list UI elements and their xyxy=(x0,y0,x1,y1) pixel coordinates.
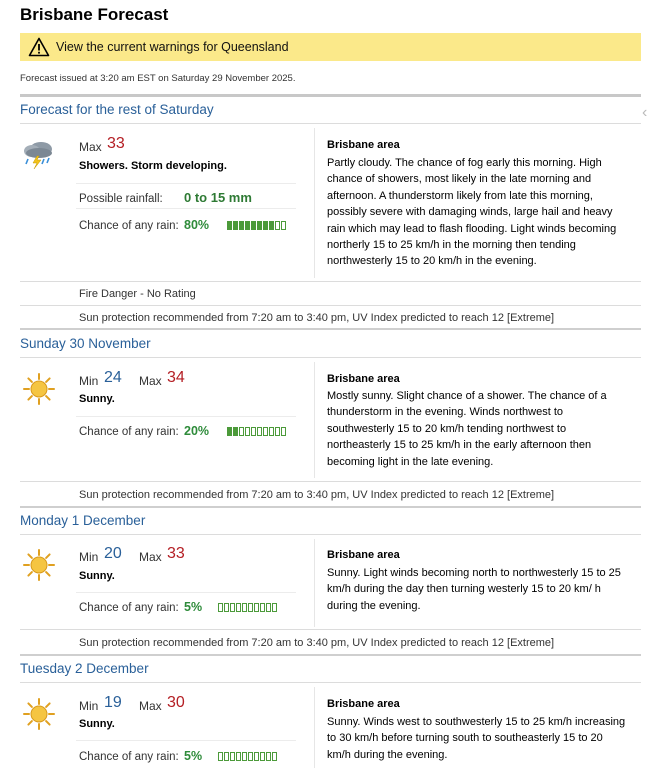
rain-chance-segment xyxy=(224,603,229,612)
divider xyxy=(20,94,641,97)
divider xyxy=(20,629,641,630)
rain-chance-segment xyxy=(233,221,238,230)
divider xyxy=(20,534,641,535)
max-temperature: 34 xyxy=(167,369,185,386)
rain-chance-segment xyxy=(233,427,238,436)
precis: Sunny. xyxy=(79,718,115,730)
page-title: Brisbane Forecast xyxy=(20,5,169,24)
area-title: Brisbane area xyxy=(327,698,400,710)
forecast-text: Sunny. Light winds becoming north to northwesterly 15 to 25 km/h during the day then turning westerly 15 to 20 km/ h during the evening. xyxy=(327,567,621,612)
rain-chance-segment xyxy=(260,752,265,761)
divider xyxy=(76,208,296,209)
area-title: Brisbane area xyxy=(327,139,400,151)
rain-chance-label: Chance of any rain: xyxy=(79,220,179,232)
max-temperature: 33 xyxy=(167,545,185,562)
max-label: Max xyxy=(139,550,162,564)
min-label: Min xyxy=(79,550,99,564)
rain-chance-label: Chance of any rain: xyxy=(79,602,179,614)
day-heading: Forecast for the rest of Saturday xyxy=(20,102,214,117)
forecast-text: Partly cloudy. The chance of fog early this morning. High chance of showers, most likely in the late morning and afternoon. A thunderstorm likely from late this morning, possibly severe with damaging winds, large hail and heavy rain which may lead to flash flooding. Light winds becoming northerly 15 to 25 km/h in the morning then tending northwesterly 15 to 20 km/h in the evening. xyxy=(327,157,617,268)
rain-chance-segment xyxy=(239,221,244,230)
divider xyxy=(20,305,641,306)
rain-chance-segment xyxy=(218,603,223,612)
rain-chance-meter xyxy=(227,221,286,230)
divider xyxy=(76,740,296,741)
rain-chance-segment xyxy=(227,427,232,436)
rain-chance-segment xyxy=(248,603,253,612)
warnings-link[interactable] xyxy=(20,33,641,61)
divider xyxy=(76,592,296,593)
min-label: Min xyxy=(79,699,99,713)
rain-chance-segment xyxy=(254,752,259,761)
max-temperature: 33 xyxy=(107,135,125,152)
column-divider xyxy=(314,687,315,768)
rainfall-amount: 0 to 15 mm xyxy=(184,190,252,205)
max-temperature: 30 xyxy=(167,694,185,711)
rain-chance: 5% xyxy=(184,749,203,763)
rain-chance-segment xyxy=(248,752,253,761)
rain-chance: 80% xyxy=(184,218,210,232)
rain-chance-segment xyxy=(257,427,262,436)
rain-chance-meter xyxy=(218,603,277,612)
rain-chance-segment xyxy=(218,752,223,761)
warning-triangle-icon xyxy=(28,37,50,57)
rain-chance-segment xyxy=(242,752,247,761)
rain-chance-meter xyxy=(227,427,286,436)
rain-chance-segment xyxy=(260,603,265,612)
divider xyxy=(20,328,641,330)
forecast-text: Mostly sunny. Slight chance of a shower. The chance of a thunderstorm in the evening. Winds northwest to southwesterly 15 to 20 km/h tending northwest to northeasterly 15 to 25 km/h in the early afternoon then becoming light in the late evening. xyxy=(327,390,607,468)
precis: Sunny. xyxy=(79,393,115,405)
max-label: Max xyxy=(139,699,162,713)
min-temperature: 20 xyxy=(104,545,122,562)
chevron-left-icon[interactable]: ‹ xyxy=(642,104,648,121)
divider xyxy=(20,682,641,683)
sun-protection: Sun protection recommended from 7:20 am to 3:40 pm, UV Index predicted to reach 12 [Extreme] xyxy=(79,312,555,324)
rain-chance-label: Chance of any rain: xyxy=(79,751,179,763)
rain-chance-segment xyxy=(281,221,286,230)
storm-icon xyxy=(22,138,56,172)
divider xyxy=(20,281,641,282)
rain-chance-segment xyxy=(263,427,268,436)
rain-chance: 20% xyxy=(184,424,210,438)
divider xyxy=(20,481,641,482)
area-title: Brisbane area xyxy=(327,549,400,561)
column-divider xyxy=(314,128,315,278)
rain-chance-segment xyxy=(242,603,247,612)
forecast-issued-time: Forecast issued at 3:20 am EST on Saturday 29 November 2025. xyxy=(20,73,296,84)
rain-chance-segment xyxy=(269,427,274,436)
rain-chance: 5% xyxy=(184,600,203,614)
rainfall-label: Possible rainfall: xyxy=(79,193,163,205)
rain-chance-segment xyxy=(272,752,277,761)
rain-chance-segment xyxy=(236,603,241,612)
sun-protection: Sun protection recommended from 7:20 am to 3:40 pm, UV Index predicted to reach 12 [Extreme] xyxy=(79,637,555,649)
rain-chance-segment xyxy=(257,221,262,230)
divider xyxy=(20,654,641,656)
rain-chance-segment xyxy=(254,603,259,612)
day-heading: Tuesday 2 December xyxy=(20,661,149,676)
min-temperature: 19 xyxy=(104,694,122,711)
rain-chance-meter xyxy=(218,752,277,761)
divider xyxy=(20,506,641,508)
precis: Sunny. xyxy=(79,570,115,582)
max-label: Max xyxy=(139,374,162,388)
divider xyxy=(76,416,296,417)
rain-chance-segment xyxy=(275,221,280,230)
min-temperature: 24 xyxy=(104,369,122,386)
fire-danger-rating: Fire Danger - No Rating xyxy=(79,288,196,300)
day-heading: Sunday 30 November xyxy=(20,336,151,351)
sunny-icon xyxy=(22,548,56,582)
column-divider xyxy=(314,539,315,627)
day-heading: Monday 1 December xyxy=(20,513,146,528)
rain-chance-segment xyxy=(266,752,271,761)
divider xyxy=(76,183,296,184)
rain-chance-segment xyxy=(251,221,256,230)
sunny-icon xyxy=(22,697,56,731)
rain-chance-segment xyxy=(269,221,274,230)
area-title: Brisbane area xyxy=(327,373,400,385)
rain-chance-segment xyxy=(245,427,250,436)
rain-chance-segment xyxy=(245,221,250,230)
rain-chance-segment xyxy=(236,752,241,761)
rain-chance-segment xyxy=(224,752,229,761)
rain-chance-segment xyxy=(239,427,244,436)
warnings-link-text[interactable]: View the current warnings for Queensland xyxy=(56,40,289,54)
column-divider xyxy=(314,362,315,478)
rain-chance-segment xyxy=(230,752,235,761)
max-label: Max xyxy=(79,140,102,154)
rain-chance-label: Chance of any rain: xyxy=(79,426,179,438)
divider xyxy=(20,123,641,124)
rain-chance-segment xyxy=(266,603,271,612)
rain-chance-segment xyxy=(227,221,232,230)
rain-chance-segment xyxy=(272,603,277,612)
forecast-text: Sunny. Winds west to southwesterly 15 to 25 km/h increasing to 30 km/h before turning south to southeasterly 15 to 20 km/h during the evening. xyxy=(327,716,626,761)
divider xyxy=(20,357,641,358)
sun-protection: Sun protection recommended from 7:20 am to 3:40 pm, UV Index predicted to reach 12 [Extreme] xyxy=(79,489,555,501)
sunny-icon xyxy=(22,372,56,406)
rain-chance-segment xyxy=(275,427,280,436)
min-label: Min xyxy=(79,374,99,388)
rain-chance-segment xyxy=(263,221,268,230)
rain-chance-segment xyxy=(230,603,235,612)
rain-chance-segment xyxy=(251,427,256,436)
precis: Showers. Storm developing. xyxy=(79,160,227,172)
rain-chance-segment xyxy=(281,427,286,436)
